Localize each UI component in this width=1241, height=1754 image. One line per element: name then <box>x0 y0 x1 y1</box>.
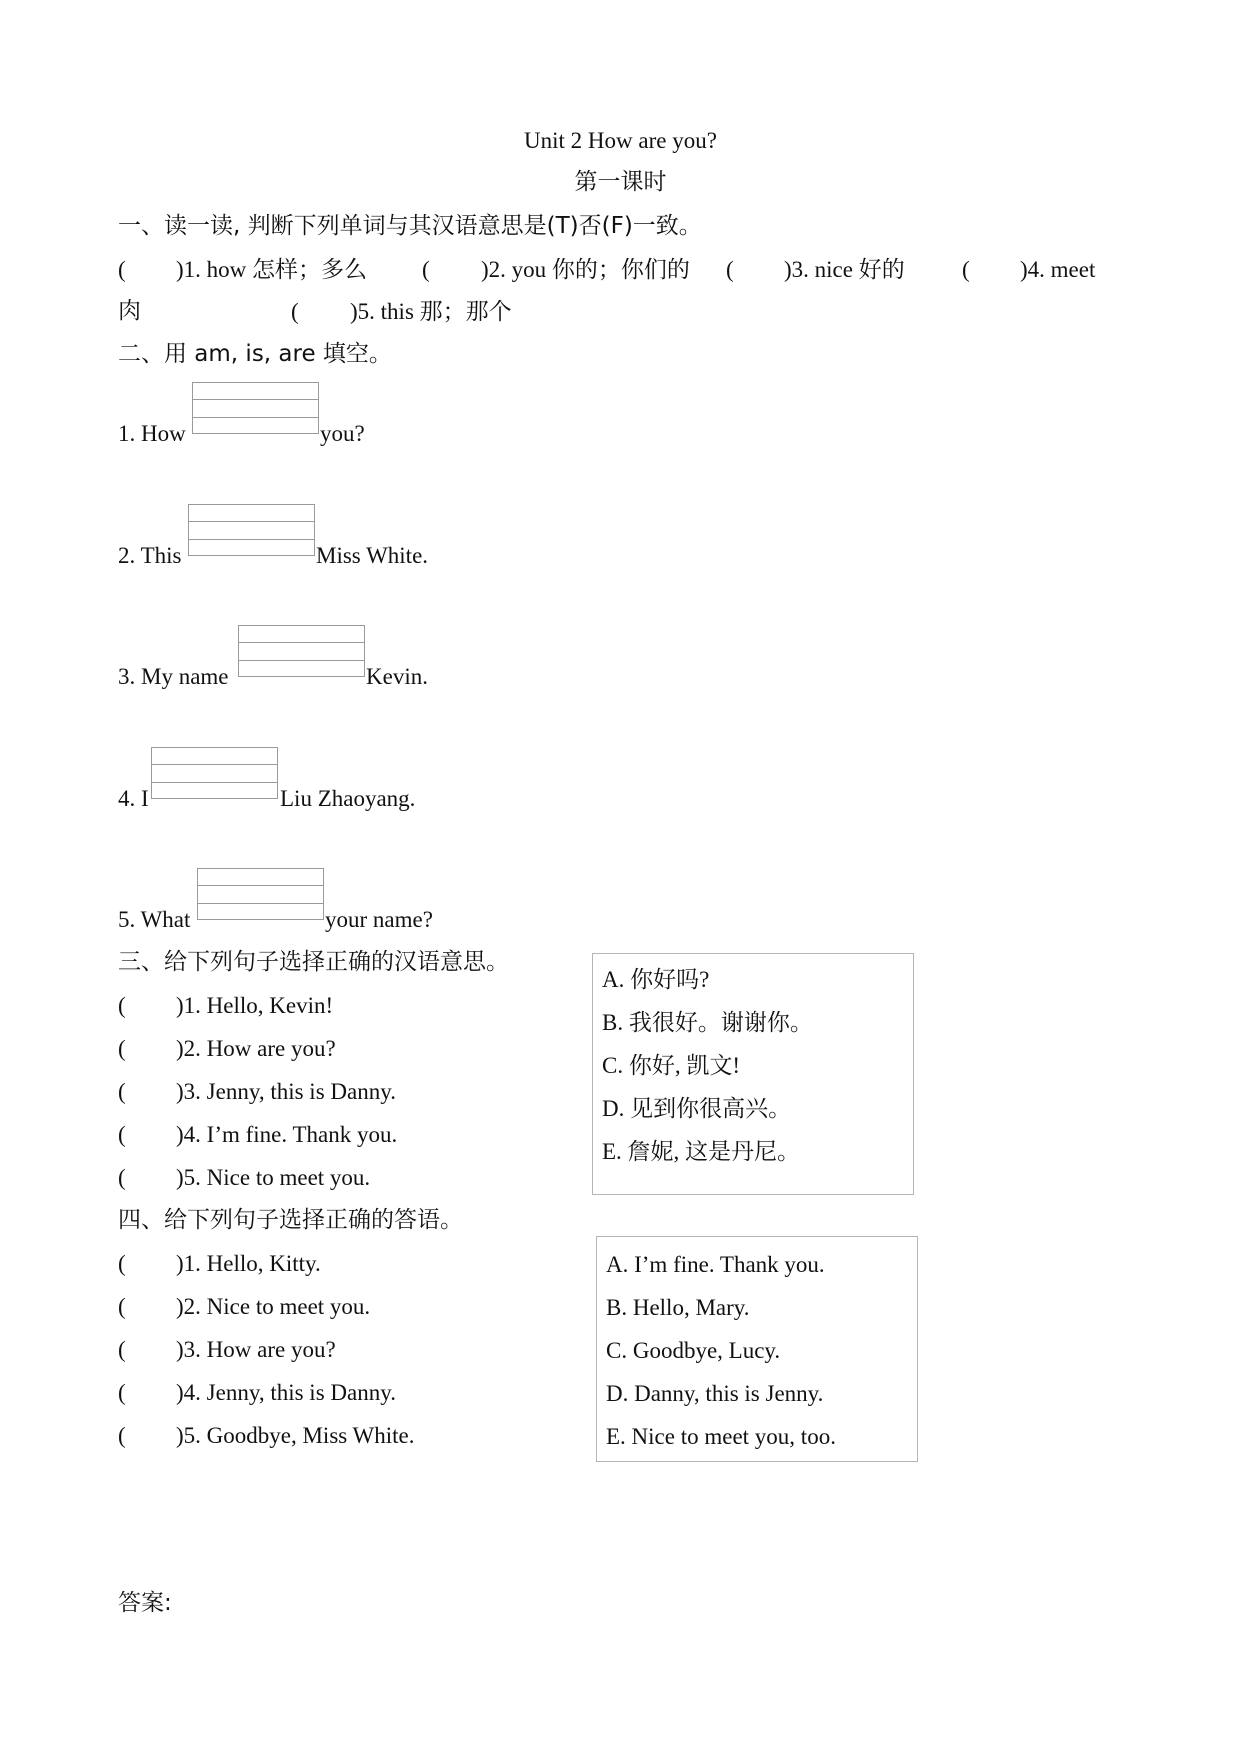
section2-heading: 二、用 am, is, are 填空。 <box>118 341 392 367</box>
s1-item-4: )4. meet <box>1020 257 1096 282</box>
s4-item-3: )3. How are you? <box>176 1337 336 1362</box>
s4-item-5-paren: ( <box>118 1423 126 1448</box>
s1-item-3-paren: ( <box>726 257 734 282</box>
s4-option-d: D. Danny, this is Jenny. <box>606 1381 824 1406</box>
s2-item-5-before: 5. What <box>118 907 191 932</box>
s4-option-b: B. Hello, Mary. <box>606 1295 750 1320</box>
s2-item-1-after: you? <box>320 421 365 446</box>
s4-item-2: )2. Nice to meet you. <box>176 1294 371 1319</box>
s4-item-4-paren: ( <box>118 1380 126 1405</box>
s3-item-4: )4. I’m fine. Thank you. <box>176 1122 398 1147</box>
s3-option-d: D. 见到你很高兴。 <box>602 1096 792 1121</box>
s1-item-2-paren: ( <box>422 257 430 282</box>
s4-item-3-paren: ( <box>118 1337 126 1362</box>
s4-option-e: E. Nice to meet you, too. <box>606 1424 836 1449</box>
s3-option-b: B. 我很好。谢谢你。 <box>602 1010 813 1035</box>
s3-item-3: )3. Jenny, this is Danny. <box>176 1079 396 1104</box>
s2-item-2-blank[interactable] <box>188 504 315 556</box>
s1-item-1: )1. how 怎样；多么 <box>176 257 368 282</box>
s4-item-5: )5. Goodbye, Miss White. <box>176 1423 415 1448</box>
s4-item-1-paren: ( <box>118 1251 126 1276</box>
s2-item-5-after: your name? <box>325 907 433 932</box>
s3-item-2-paren: ( <box>118 1036 126 1061</box>
s2-item-4-after: Liu Zhaoyang. <box>280 786 416 811</box>
s3-item-5-paren: ( <box>118 1165 126 1190</box>
s1-item-4-paren: ( <box>962 257 970 282</box>
page-subtitle: 第一课时 <box>574 169 667 195</box>
s4-option-a: A. I’m fine. Thank you. <box>606 1252 825 1277</box>
s3-item-1: )1. Hello, Kevin! <box>176 993 334 1018</box>
s3-options-box <box>592 953 914 1195</box>
s3-option-c: C. 你好, 凯文! <box>602 1053 740 1078</box>
s3-item-2: )2. How are you? <box>176 1036 336 1061</box>
s2-item-1-blank[interactable] <box>192 382 319 434</box>
s1-item-2: )2. you 你的；你们的 <box>481 257 690 282</box>
s2-item-4-before: 4. I <box>118 786 149 811</box>
s3-item-3-paren: ( <box>118 1079 126 1104</box>
s2-item-3-blank[interactable] <box>238 625 365 677</box>
s1-item-1-paren: ( <box>118 257 126 282</box>
s4-options-box <box>596 1236 918 1462</box>
s4-item-2-paren: ( <box>118 1294 126 1319</box>
s2-item-3-after: Kevin. <box>366 664 428 689</box>
s4-item-4: )4. Jenny, this is Danny. <box>176 1380 396 1405</box>
s3-item-4-paren: ( <box>118 1122 126 1147</box>
s2-item-5-blank[interactable] <box>197 868 324 920</box>
s2-item-4-blank[interactable] <box>151 747 278 799</box>
s4-item-1: )1. Hello, Kitty. <box>176 1251 321 1276</box>
s1-item-5: )5. this 那；那个 <box>350 299 512 324</box>
section3-heading: 三、给下列句子选择正确的汉语意思。 <box>118 949 509 975</box>
s1-item-3: )3. nice 好的 <box>784 257 905 282</box>
section4-heading: 四、给下列句子选择正确的答语。 <box>118 1207 463 1233</box>
s3-option-e: E. 詹妮, 这是丹尼。 <box>602 1139 801 1164</box>
s3-item-5: )5. Nice to meet you. <box>176 1165 371 1190</box>
s4-option-c: C. Goodbye, Lucy. <box>606 1338 781 1363</box>
s2-item-3-before: 3. My name <box>118 664 229 689</box>
s1-item-4-meaning: 肉 <box>118 298 141 324</box>
answer-label: 答案: <box>118 1590 172 1616</box>
page-title: Unit 2 How are you? <box>524 128 717 153</box>
s2-item-2-before: 2. This <box>118 543 182 568</box>
s3-option-a: A. 你好吗? <box>602 967 710 992</box>
s3-item-1-paren: ( <box>118 993 126 1018</box>
s2-item-1-before: 1. How <box>118 421 186 446</box>
s2-item-2-after: Miss White. <box>316 543 429 568</box>
section1-heading: 一、读一读, 判断下列单词与其汉语意思是(T)否(F)一致。 <box>118 213 702 239</box>
s1-item-5-paren: ( <box>291 299 299 324</box>
